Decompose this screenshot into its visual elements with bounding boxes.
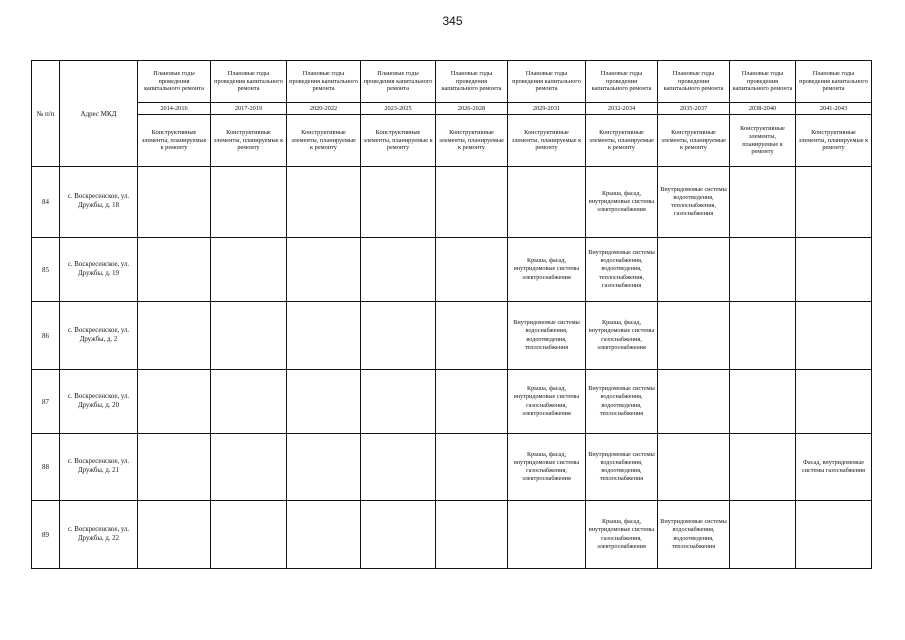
work-cell (138, 302, 211, 370)
work-cell (287, 370, 361, 434)
table-row (32, 302, 872, 370)
work-cell (658, 370, 730, 434)
page-number: 345 (442, 14, 463, 28)
work-cell (211, 302, 287, 370)
row-number: 84 (32, 167, 60, 238)
work-cell (138, 238, 211, 302)
period-title-header: Плановые годы проведения капитального ремонта (658, 61, 730, 103)
elements-header: Конструктивные элементы, планируемые к ремонту (796, 115, 872, 167)
table-row (32, 501, 872, 569)
table-row (32, 370, 872, 434)
work-cell (211, 501, 287, 569)
work-cell (361, 167, 436, 238)
work-cell (436, 302, 508, 370)
work-cell (287, 434, 361, 501)
work-cell (796, 370, 872, 434)
row-address: с. Воскресенское, ул. Дружбы, д. 2 (60, 302, 138, 370)
work-cell: Крыша, фасад, внутридомовые системы газоснабжения, электроснабжения (508, 434, 586, 501)
work-cell (436, 501, 508, 569)
work-cell: Крыша, фасад, внутридомовые системы газоснабжения, электроснабжения (508, 370, 586, 434)
work-cell (658, 302, 730, 370)
work-cell: Внутридомовые системы водоснабжения, водоотведения, теплоснабжения (586, 370, 658, 434)
elements-header: Конструктивные элементы, планируемые к ремонту (508, 115, 586, 167)
period-title-header: Плановые годы проведения капитального ремонта (730, 61, 796, 103)
table-row (32, 434, 872, 501)
work-cell (287, 501, 361, 569)
work-cell: Крыша, фасад, внутридомовые системы электроснабжения (586, 167, 658, 238)
row-number: 87 (32, 370, 60, 434)
work-cell (730, 370, 796, 434)
work-cell (508, 501, 586, 569)
work-cell (436, 434, 508, 501)
work-cell (211, 370, 287, 434)
work-cell (730, 434, 796, 501)
elements-header: Конструктивные элементы, планируемые к ремонту (361, 115, 436, 167)
period-years-header: 2029-2031 (508, 103, 586, 115)
work-cell (730, 167, 796, 238)
period-title-header: Плановые годы проведения капитального ремонта (796, 61, 872, 103)
elements-header: Конструктивные элементы, планируемые к ремонту (211, 115, 287, 167)
work-cell (436, 238, 508, 302)
period-title-header: Плановые годы проведения капитального ремонта (508, 61, 586, 103)
period-title-header: Плановые годы проведения капитального ремонта (138, 61, 211, 103)
period-years-header: 2035-2037 (658, 103, 730, 115)
table-header (32, 61, 872, 167)
work-cell (730, 302, 796, 370)
work-cell (287, 238, 361, 302)
work-cell (796, 167, 872, 238)
work-cell (138, 370, 211, 434)
work-cell (508, 167, 586, 238)
header-years-row (32, 103, 872, 115)
period-title-header: Плановые годы проведения капитального ремонта (436, 61, 508, 103)
work-cell: Крыша, фасад, внутридомовые системы электроснабжения (508, 238, 586, 302)
work-cell (436, 167, 508, 238)
work-cell (287, 302, 361, 370)
period-years-header: 2020-2022 (287, 103, 361, 115)
table-row (32, 167, 872, 238)
period-years-header: 2041-2043 (796, 103, 872, 115)
work-cell (211, 238, 287, 302)
work-cell: Внутридомовые системы водоснабжения, водоотведения, теплоснабжения (508, 302, 586, 370)
work-cell (796, 501, 872, 569)
work-cell: Внутридомовые системы водоснабжения, водоотведения, теплоснабжения (586, 434, 658, 501)
table-row (32, 238, 872, 302)
work-cell (361, 302, 436, 370)
work-cell (730, 501, 796, 569)
work-cell (138, 434, 211, 501)
work-cell (658, 434, 730, 501)
elements-header: Конструктивные элементы, планируемые к ремонту (658, 115, 730, 167)
work-cell (361, 370, 436, 434)
row-address: с. Воскресенское, ул. Дружбы, д. 22 (60, 501, 138, 569)
work-cell (211, 167, 287, 238)
elements-header: Конструктивные элементы, планируемые к ремонту (586, 115, 658, 167)
work-cell (796, 238, 872, 302)
work-cell (361, 238, 436, 302)
work-cell (361, 434, 436, 501)
work-cell (211, 434, 287, 501)
repair-plan-table (31, 60, 872, 569)
row-number: 88 (32, 434, 60, 501)
period-years-header: 2038-2040 (730, 103, 796, 115)
col-address-header: Адрес МКД (60, 61, 138, 167)
period-years-header: 2014-2016 (138, 103, 211, 115)
period-years-header: 2017-2019 (211, 103, 287, 115)
work-cell: Крыша, фасад, внутридомовые системы газоснабжения, электроснабжения (586, 302, 658, 370)
row-address: с. Воскресенское, ул. Дружбы, д. 21 (60, 434, 138, 501)
row-number: 86 (32, 302, 60, 370)
work-cell: Внутридомовые системы водоснабжения, водоотведения, теплоснабжения, газоснабжения (586, 238, 658, 302)
period-title-header: Плановые годы проведения капитального ремонта (287, 61, 361, 103)
header-title-row (32, 61, 872, 103)
period-years-header: 2023-2025 (361, 103, 436, 115)
col-number-header: № п/п (32, 61, 60, 167)
work-cell: Внутридомовые системы водоотведения, теплоснабжения, газоснабжения (658, 167, 730, 238)
work-cell: Фасад, внутридомовые системы газоснабжения (796, 434, 872, 501)
period-years-header: 2026-2028 (436, 103, 508, 115)
work-cell (138, 501, 211, 569)
elements-header: Конструктивные элементы, планируемые к ремонту (730, 115, 796, 167)
work-cell: Крыша, фасад, внутридомовые системы газоснабжения, электроснабжения (586, 501, 658, 569)
row-address: с. Воскресенское, ул. Дружбы, д. 19 (60, 238, 138, 302)
work-cell (138, 167, 211, 238)
work-cell (436, 370, 508, 434)
work-cell (287, 167, 361, 238)
period-title-header: Плановые годы проведения капитального ремонта (586, 61, 658, 103)
period-title-header: Плановые годы проведения капитального ремонта (361, 61, 436, 103)
row-address: с. Воскресенское, ул. Дружбы, д. 20 (60, 370, 138, 434)
elements-header: Конструктивные элементы, планируемые к ремонту (436, 115, 508, 167)
row-address: с. Воскресенское, ул. Дружбы, д. 18 (60, 167, 138, 238)
work-cell (796, 302, 872, 370)
period-title-header: Плановые годы проведения капитального ремонта (211, 61, 287, 103)
work-cell (730, 238, 796, 302)
elements-header: Конструктивные элементы, планируемые к ремонту (138, 115, 211, 167)
header-elements-row (32, 115, 872, 167)
period-years-header: 2032-2034 (586, 103, 658, 115)
work-cell: Внутридомовые системы водоснабжения, водоотведения, теплоснабжения (658, 501, 730, 569)
work-cell (361, 501, 436, 569)
work-cell (658, 238, 730, 302)
row-number: 89 (32, 501, 60, 569)
elements-header: Конструктивные элементы, планируемые к ремонту (287, 115, 361, 167)
row-number: 85 (32, 238, 60, 302)
table-body (32, 167, 872, 569)
